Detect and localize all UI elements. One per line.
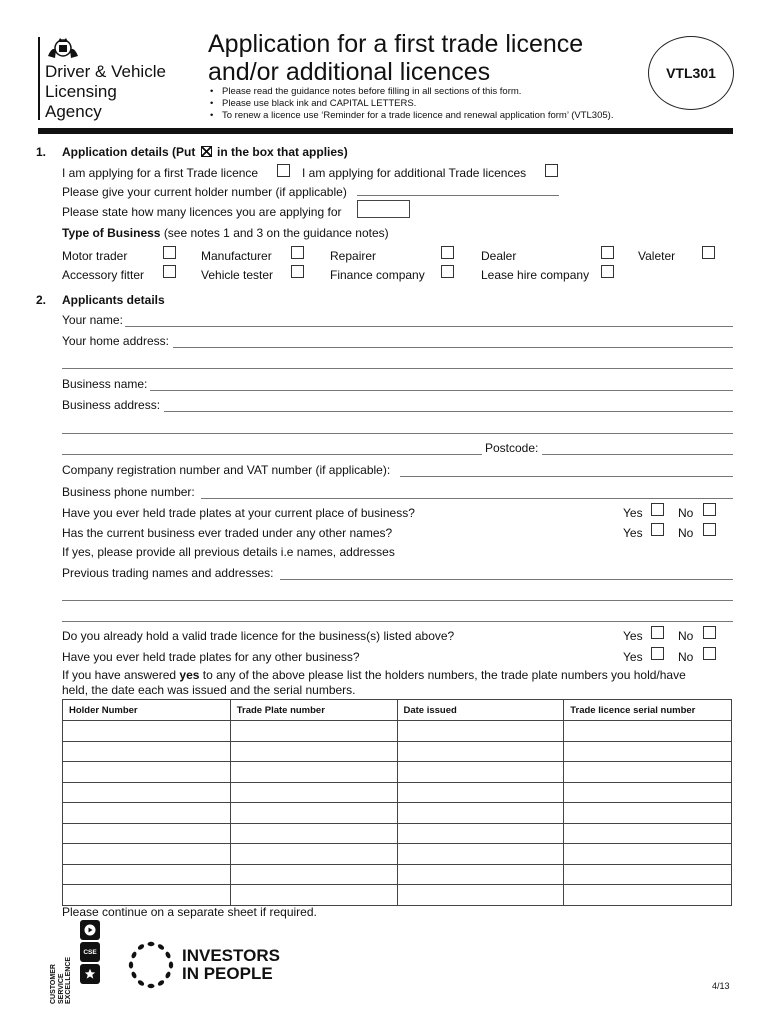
business-name-label: Business name: — [62, 377, 148, 391]
held-plates-no-checkbox[interactable] — [703, 503, 716, 516]
table-row — [63, 762, 732, 783]
header-divider — [38, 128, 733, 134]
table-row — [63, 844, 732, 865]
licence-count-field[interactable] — [357, 200, 410, 218]
holder-number-cell[interactable] — [63, 762, 231, 783]
serial-number-cell[interactable] — [564, 864, 732, 885]
holder-number-cell[interactable] — [63, 844, 231, 865]
table-row — [63, 803, 732, 824]
answer-post: to any of the above please list the holders numbers, the trade plate numbers you hold/have — [202, 668, 686, 682]
previous-names-label: Previous trading names and addresses: — [62, 566, 274, 580]
other-names-yes-checkbox[interactable] — [651, 523, 664, 536]
cse-line-3: EXCELLENCE — [65, 956, 72, 1004]
table-body — [63, 721, 732, 906]
trade-plate-number-cell[interactable] — [230, 885, 397, 906]
page-title — [208, 30, 583, 86]
valid-licence-no-label: No — [678, 629, 694, 643]
holder-number-cell[interactable] — [63, 803, 231, 824]
col-date-issued: Date issued — [397, 700, 564, 721]
trade-plate-number-cell[interactable] — [230, 721, 397, 742]
previous-names-field-1[interactable] — [280, 579, 733, 580]
held-plates-yes-label: Yes — [623, 506, 643, 520]
form-code: VTL301 — [666, 65, 716, 81]
other-business-yes-checkbox[interactable] — [651, 647, 664, 660]
cse-line-2: SERVICE — [57, 973, 65, 1004]
previous-names-field-3[interactable] — [62, 621, 733, 622]
trade-plate-number-cell[interactable] — [230, 864, 397, 885]
cse-line-1: CUSTOMER — [50, 964, 57, 1004]
trade-plate-number-cell[interactable] — [230, 823, 397, 844]
serial-number-cell[interactable] — [564, 782, 732, 803]
answer-instructions — [62, 668, 686, 682]
table-header-row — [63, 700, 732, 721]
holder-number-label: Please give your current holder number (if applicable) — [62, 185, 347, 199]
held-plates-yes-checkbox[interactable] — [651, 503, 664, 516]
motor-trader-label: Motor trader — [62, 249, 128, 263]
col-serial-number: Trade licence serial number — [564, 700, 732, 721]
valid-licence-question: Do you already hold a valid trade licence for the business(s) listed above? — [62, 629, 455, 643]
answer-pre: If you have answered — [62, 668, 177, 682]
other-business-yes-label: Yes — [623, 650, 643, 664]
title-line-1: Application for a first trade licence — [208, 30, 584, 58]
date-issued-cell[interactable] — [397, 864, 564, 885]
home-address-field-1[interactable] — [173, 347, 733, 348]
date-issued-cell[interactable] — [397, 844, 564, 865]
holder-number-cell[interactable] — [63, 864, 231, 885]
page-reference: 4/13 — [712, 981, 730, 991]
table-row — [63, 721, 732, 742]
col-trade-plate-number: Trade Plate number — [230, 700, 397, 721]
date-issued-cell[interactable] — [397, 741, 564, 762]
section-1-heading-pre: Application details (Put — [62, 145, 196, 159]
additional-licences-label: I am applying for additional Trade licences — [302, 166, 527, 180]
instruction-item: • Please read the guidance notes before filling in all sections of this form. — [210, 86, 613, 98]
holder-number-cell[interactable] — [63, 782, 231, 803]
finance-company-checkbox[interactable] — [441, 265, 454, 278]
business-name-field[interactable] — [150, 390, 733, 391]
play-icon — [80, 920, 100, 940]
org-line-2: Licensing — [45, 82, 117, 101]
lease-hire-company-checkbox[interactable] — [601, 265, 614, 278]
other-names-question: Has the current business ever traded under any other names? — [62, 526, 393, 540]
cse-badge: CSE — [80, 942, 100, 962]
holder-number-cell[interactable] — [63, 721, 231, 742]
section-1-heading — [62, 145, 348, 159]
accessory-fitter-checkbox[interactable] — [163, 265, 176, 278]
section-1-heading-post: in the box that applies) — [217, 145, 348, 159]
additional-licences-checkbox[interactable] — [545, 164, 558, 177]
answer-yes: yes — [179, 668, 200, 682]
org-line-3: Agency — [45, 102, 102, 121]
other-business-question: Have you ever held trade plates for any other business? — [62, 650, 360, 664]
home-address-label: Your home address: — [62, 334, 169, 348]
holder-number-cell[interactable] — [63, 885, 231, 906]
laurel-wreath-icon — [126, 940, 176, 993]
iip-line-2: IN PEOPLE — [182, 964, 273, 983]
serial-number-cell[interactable] — [564, 741, 732, 762]
type-of-business-heading — [62, 226, 389, 240]
serial-number-cell[interactable] — [564, 762, 732, 783]
manufacturer-checkbox[interactable] — [291, 246, 304, 259]
first-licence-checkbox[interactable] — [277, 164, 290, 177]
trade-plate-number-cell[interactable] — [230, 803, 397, 824]
star-icon — [80, 964, 100, 984]
title-line-2: and/or additional licences — [208, 58, 491, 86]
business-phone-label: Business phone number: — [62, 485, 195, 499]
continue-note: Please continue on a separate sheet if required. — [62, 905, 317, 919]
your-name-field[interactable] — [125, 326, 733, 327]
holder-number-cell[interactable] — [63, 741, 231, 762]
dealer-label: Dealer — [481, 249, 517, 263]
serial-number-cell[interactable] — [564, 885, 732, 906]
iip-line-1: INVESTORS — [182, 946, 280, 965]
type-heading: Type of Business — [62, 226, 161, 240]
table-row — [63, 885, 732, 906]
business-address-field-1[interactable] — [164, 411, 733, 412]
table-row — [63, 823, 732, 844]
repairer-label: Repairer — [330, 249, 377, 263]
holder-number-field[interactable] — [357, 195, 559, 196]
valeter-label: Valeter — [638, 249, 676, 263]
form-code-badge — [648, 36, 734, 110]
other-names-no-label: No — [678, 526, 694, 540]
trade-plate-number-cell[interactable] — [230, 844, 397, 865]
trade-plate-number-cell[interactable] — [230, 782, 397, 803]
your-name-label: Your name: — [62, 313, 123, 327]
dealer-checkbox[interactable] — [601, 246, 614, 259]
how-many-label: Please state how many licences you are applying for — [62, 205, 342, 219]
instruction-list — [210, 86, 613, 122]
table-row — [63, 864, 732, 885]
other-business-no-checkbox[interactable] — [703, 647, 716, 660]
trade-plate-number-cell[interactable] — [230, 741, 397, 762]
previous-names-field-2[interactable] — [62, 600, 733, 601]
table-row — [63, 741, 732, 762]
valeter-checkbox[interactable] — [702, 246, 715, 259]
trade-plate-number-cell[interactable] — [230, 762, 397, 783]
first-licence-label: I am applying for a first Trade licence — [62, 166, 259, 180]
valid-licence-yes-label: Yes — [623, 629, 643, 643]
vehicle-tester-checkbox[interactable] — [291, 265, 304, 278]
crossed-box-icon — [201, 146, 212, 157]
date-issued-cell[interactable] — [397, 782, 564, 803]
lease-hire-company-label: Lease hire company — [481, 268, 590, 282]
section-1-number: 1. — [36, 145, 47, 159]
logo-divider — [38, 37, 40, 120]
repairer-checkbox[interactable] — [441, 246, 454, 259]
instruction-item: • To renew a licence use ‘Reminder for a trade licence and renewal application form’ (VTL305). — [210, 110, 613, 122]
company-reg-field[interactable] — [400, 476, 733, 477]
finance-company-label: Finance company — [330, 268, 425, 282]
valid-licence-no-checkbox[interactable] — [703, 626, 716, 639]
date-issued-cell[interactable] — [397, 885, 564, 906]
business-address-label: Business address: — [62, 398, 161, 412]
accessory-fitter-label: Accessory fitter — [62, 268, 145, 282]
postcode-field[interactable] — [542, 454, 733, 455]
if-yes-details-text: If yes, please provide all previous details i.e names, addresses — [62, 545, 395, 559]
date-issued-cell[interactable] — [397, 803, 564, 824]
royal-crest-icon — [46, 36, 80, 63]
held-plates-no-label: No — [678, 506, 694, 520]
date-issued-cell[interactable] — [397, 721, 564, 742]
vehicle-tester-label: Vehicle tester — [201, 268, 274, 282]
company-reg-label: Company registration number and VAT number (if applicable): — [62, 463, 391, 477]
other-names-yes-label: Yes — [623, 526, 643, 540]
held-plates-question: Have you ever held trade plates at your current place of business? — [62, 506, 415, 520]
section-2-number: 2. — [36, 293, 47, 307]
serial-number-cell[interactable] — [564, 721, 732, 742]
table-row — [63, 782, 732, 803]
motor-trader-checkbox[interactable] — [163, 246, 176, 259]
postcode-label: Postcode: — [485, 441, 539, 455]
org-line-1: Driver & Vehicle — [45, 62, 166, 81]
type-note: (see notes 1 and 3 on the guidance notes) — [163, 226, 389, 240]
business-address-field-3[interactable] — [62, 454, 482, 455]
home-address-field-2[interactable] — [62, 368, 733, 369]
section-2-heading: Applicants details — [62, 293, 165, 307]
col-holder-number: Holder Number — [63, 700, 231, 721]
trade-plates-table — [62, 699, 732, 906]
date-issued-cell[interactable] — [397, 762, 564, 783]
serial-number-cell[interactable] — [564, 844, 732, 865]
business-phone-field[interactable] — [201, 498, 733, 499]
serial-number-cell[interactable] — [564, 803, 732, 824]
other-names-no-checkbox[interactable] — [703, 523, 716, 536]
holder-number-cell[interactable] — [63, 823, 231, 844]
valid-licence-yes-checkbox[interactable] — [651, 626, 664, 639]
serial-number-cell[interactable] — [564, 823, 732, 844]
instruction-item: • Please use black ink and CAPITAL LETTERS. — [210, 98, 613, 110]
answer-instructions-line-2: held, the date each was issued and the serial numbers. — [62, 683, 356, 697]
business-address-field-2[interactable] — [62, 433, 733, 434]
manufacturer-label: Manufacturer — [201, 249, 272, 263]
other-business-no-label: No — [678, 650, 694, 664]
dvla-logo-text — [45, 62, 166, 122]
date-issued-cell[interactable] — [397, 823, 564, 844]
